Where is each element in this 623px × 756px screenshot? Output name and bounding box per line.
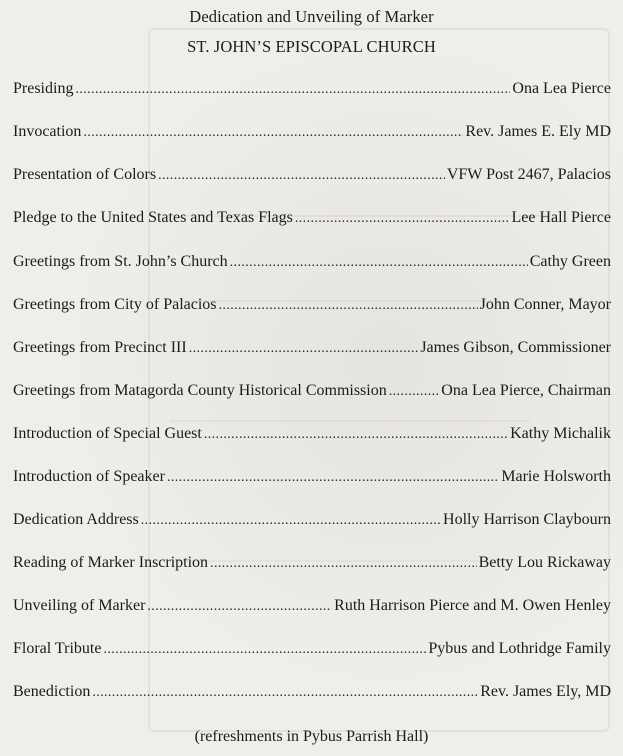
- program-item: Invocation: [13, 123, 82, 140]
- program-row: [13, 253, 611, 275]
- program-row: [13, 166, 611, 188]
- program-item: Unveiling of Marker: [13, 597, 146, 614]
- program-person: Betty Lou Rickaway: [478, 554, 611, 571]
- program-item: Greetings from Precinct III: [13, 339, 187, 356]
- program-row: [13, 209, 611, 231]
- program-person: Ona Lea Pierce: [512, 80, 611, 97]
- program-row: [13, 339, 611, 361]
- program-item: Reading of Marker Inscription: [13, 554, 209, 571]
- program-row: [13, 683, 611, 705]
- program-person: Rev. James Ely, MD: [480, 683, 611, 700]
- program-person: Holly Harrison Claybourn: [443, 511, 611, 528]
- dot-leader: [167, 470, 499, 486]
- program-person: Lee Hall Pierce: [511, 209, 611, 226]
- church-name: ST. JOHN’S EPISCOPAL CHURCH: [187, 37, 436, 56]
- program-row: [13, 425, 611, 447]
- program-person: Pybus and Lothridge Family: [428, 640, 611, 657]
- program-item: Introduction of Special Guest: [13, 425, 202, 442]
- dot-leader: [210, 556, 477, 572]
- program-person: Kathy Michalik: [510, 425, 611, 442]
- dot-leader: [158, 168, 445, 184]
- dot-leader: [103, 642, 426, 658]
- program-item: Dedication Address: [13, 511, 139, 528]
- dot-leader: [92, 685, 478, 701]
- program-row: [13, 123, 611, 145]
- program-row: [13, 511, 611, 533]
- program-item: Presentation of Colors: [13, 166, 157, 183]
- bleed-through-line: [170, 420, 530, 422]
- dot-leader: [230, 255, 528, 271]
- dot-leader: [75, 82, 510, 98]
- program-person: James Gibson, Commissioner: [420, 339, 611, 356]
- program-row: [13, 640, 611, 662]
- program-item: Presiding: [13, 80, 74, 97]
- dot-leader: [83, 125, 463, 141]
- program-row: [13, 296, 611, 318]
- dot-leader: [204, 427, 508, 443]
- program-person: Marie Holsworth: [501, 468, 611, 485]
- refreshments-note: (refreshments in Pybus Parrish Hall): [194, 728, 429, 745]
- program-person: Rev. James E. Ely MD: [465, 123, 611, 140]
- program-item: Benediction: [13, 683, 91, 700]
- program-row: [13, 382, 611, 404]
- program-item: Pledge to the United States and Texas Flags: [13, 209, 293, 226]
- program-item: Greetings from City of Palacios: [13, 296, 217, 313]
- program-item: Greetings from Matagorda County Historical Commission: [13, 382, 387, 399]
- dot-leader: [141, 513, 441, 529]
- program-item: Greetings from St. John’s Church: [13, 253, 228, 270]
- dot-leader: [147, 599, 332, 615]
- dot-leader: [219, 298, 478, 314]
- program-person: Cathy Green: [529, 253, 611, 270]
- dot-leader: [389, 384, 440, 400]
- program-item: Introduction of Speaker: [13, 468, 165, 485]
- program-row: [13, 468, 611, 490]
- program-person: VFW Post 2467, Palacios: [446, 166, 611, 183]
- program-row: [13, 554, 611, 576]
- program-row: [13, 80, 611, 102]
- dot-leader: [295, 211, 510, 227]
- program-person: Ruth Harrison Pierce and M. Owen Henley: [334, 597, 611, 614]
- program-row: [13, 597, 611, 619]
- program-heading: Dedication and Unveiling of Marker: [189, 7, 434, 26]
- program-item: Floral Tribute: [13, 640, 102, 657]
- program-person: John Conner, Mayor: [479, 296, 611, 313]
- dot-leader: [189, 341, 419, 357]
- program-person: Ona Lea Pierce, Chairman: [441, 382, 611, 399]
